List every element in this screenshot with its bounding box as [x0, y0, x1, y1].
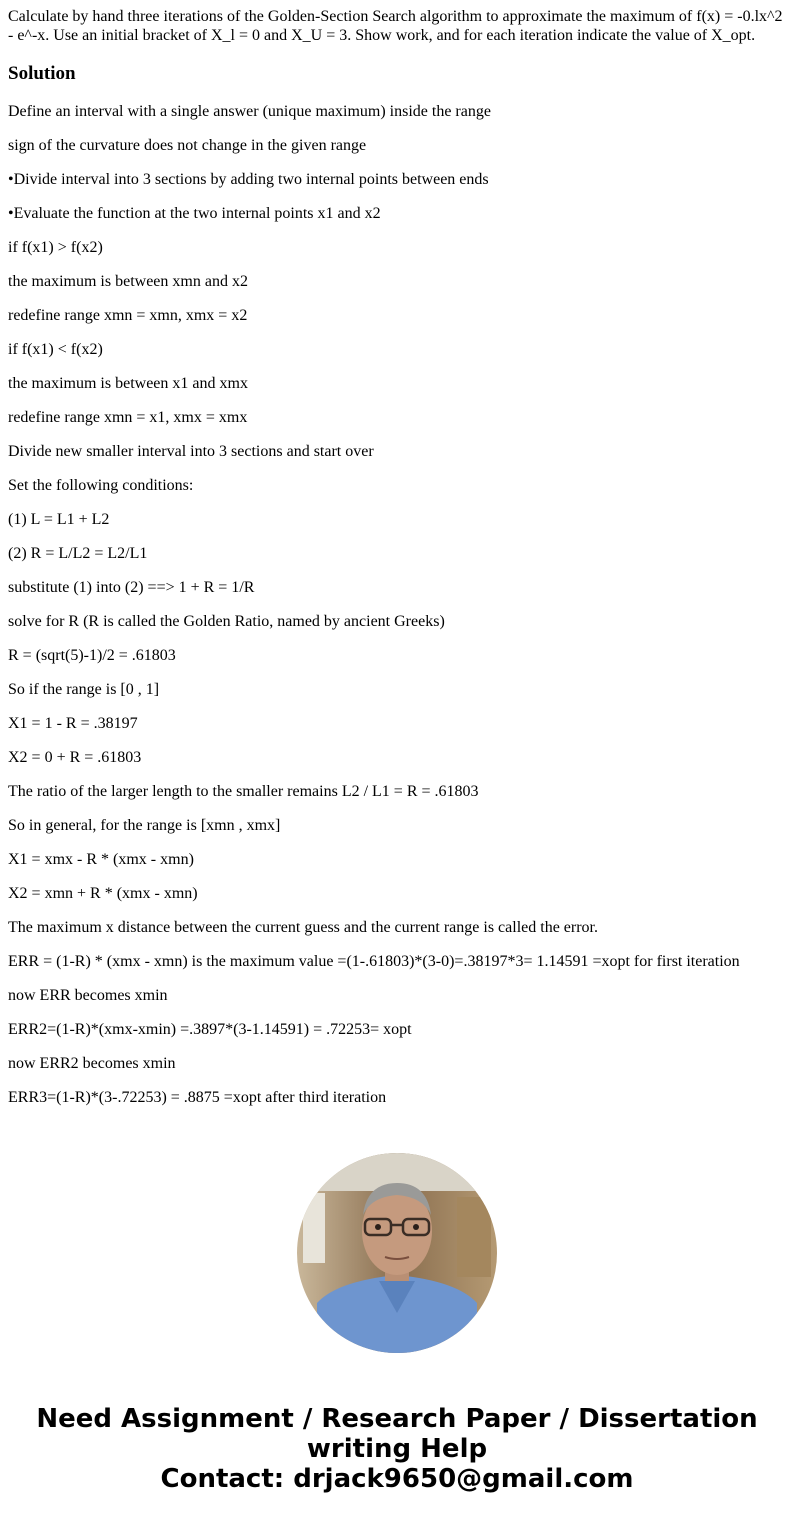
footer-banner [0, 1404, 794, 1494]
author-photo [297, 1153, 497, 1353]
solution-step: ERR = (1-R) * (xmx - xmn) is the maximum value =(1-.61803)*(3-0)=.38197*3= 1.14591 =xopt for first iteration [8, 953, 740, 970]
author-avatar [297, 1153, 497, 1353]
solution-step: So in general, for the range is [xmn , xmx] [8, 817, 281, 834]
solution-steps [8, 102, 786, 1122]
solution-step: ERR2=(1-R)*(xmx-xmin) =.3897*(3-1.14591) = .72253= xopt [8, 1021, 412, 1038]
solution-step: The ratio of the larger length to the smaller remains L2 / L1 = R = .61803 [8, 783, 479, 800]
solution-step: redefine range xmn = x1, xmx = xmx [8, 409, 248, 426]
solution-step: ERR3=(1-R)*(3-.72253) = .8875 =xopt after third iteration [8, 1089, 387, 1106]
solution-step: Set the following conditions: [8, 477, 194, 494]
solution-step: Divide new smaller interval into 3 sections and start over [8, 443, 374, 460]
solution-step: solve for R (R is called the Golden Ratio, named by ancient Greeks) [8, 613, 445, 630]
solution-step: if f(x1) < f(x2) [8, 341, 103, 358]
solution-step: X2 = xmn + R * (xmx - xmn) [8, 885, 198, 902]
solution-step: Define an interval with a single answer (unique maximum) inside the range [8, 103, 491, 120]
solution-step: (1) L = L1 + L2 [8, 511, 110, 528]
solution-step: sign of the curvature does not change in the given range [8, 137, 367, 154]
solution-step: redefine range xmn = xmn, xmx = x2 [8, 307, 248, 324]
solution-step: X1 = 1 - R = .38197 [8, 715, 138, 732]
solution-step: •Divide interval into 3 sections by adding two internal points between ends [8, 171, 489, 188]
solution-step: substitute (1) into (2) ==> 1 + R = 1/R [8, 579, 255, 596]
contact-email: Contact: drjack9650@gmail.com [160, 1464, 634, 1494]
solution-heading: Solution [8, 63, 76, 84]
footer-line: writing Help [306, 1434, 488, 1464]
solution-step: the maximum is between xmn and x2 [8, 273, 248, 290]
solution-step: if f(x1) > f(x2) [8, 239, 103, 256]
footer-line: Need Assignment / Research Paper / Dissertation [36, 1404, 758, 1434]
solution-step: R = (sqrt(5)-1)/2 = .61803 [8, 647, 176, 664]
solution-step: now ERR2 becomes xmin [8, 1055, 176, 1072]
solution-step: So if the range is [0 , 1] [8, 681, 160, 698]
solution-step: •Evaluate the function at the two internal points x1 and x2 [8, 205, 381, 222]
solution-step: X2 = 0 + R = .61803 [8, 749, 142, 766]
solution-step: now ERR becomes xmin [8, 987, 168, 1004]
solution-step: The maximum x distance between the current guess and the current range is called the error. [8, 919, 598, 936]
solution-step: (2) R = L/L2 = L2/L1 [8, 545, 148, 562]
solution-step: X1 = xmx - R * (xmx - xmn) [8, 851, 194, 868]
question-text: Calculate by hand three iterations of the Golden-Section Search algorithm to approximate the maximum of f(x) = -0.lx^2 - e^-x. Use an initial bracket of X_l = 0 and X_U = 3. Show work, and for each iteration indicate the value of X_opt. [8, 8, 783, 44]
solution-step: the maximum is between x1 and xmx [8, 375, 248, 392]
